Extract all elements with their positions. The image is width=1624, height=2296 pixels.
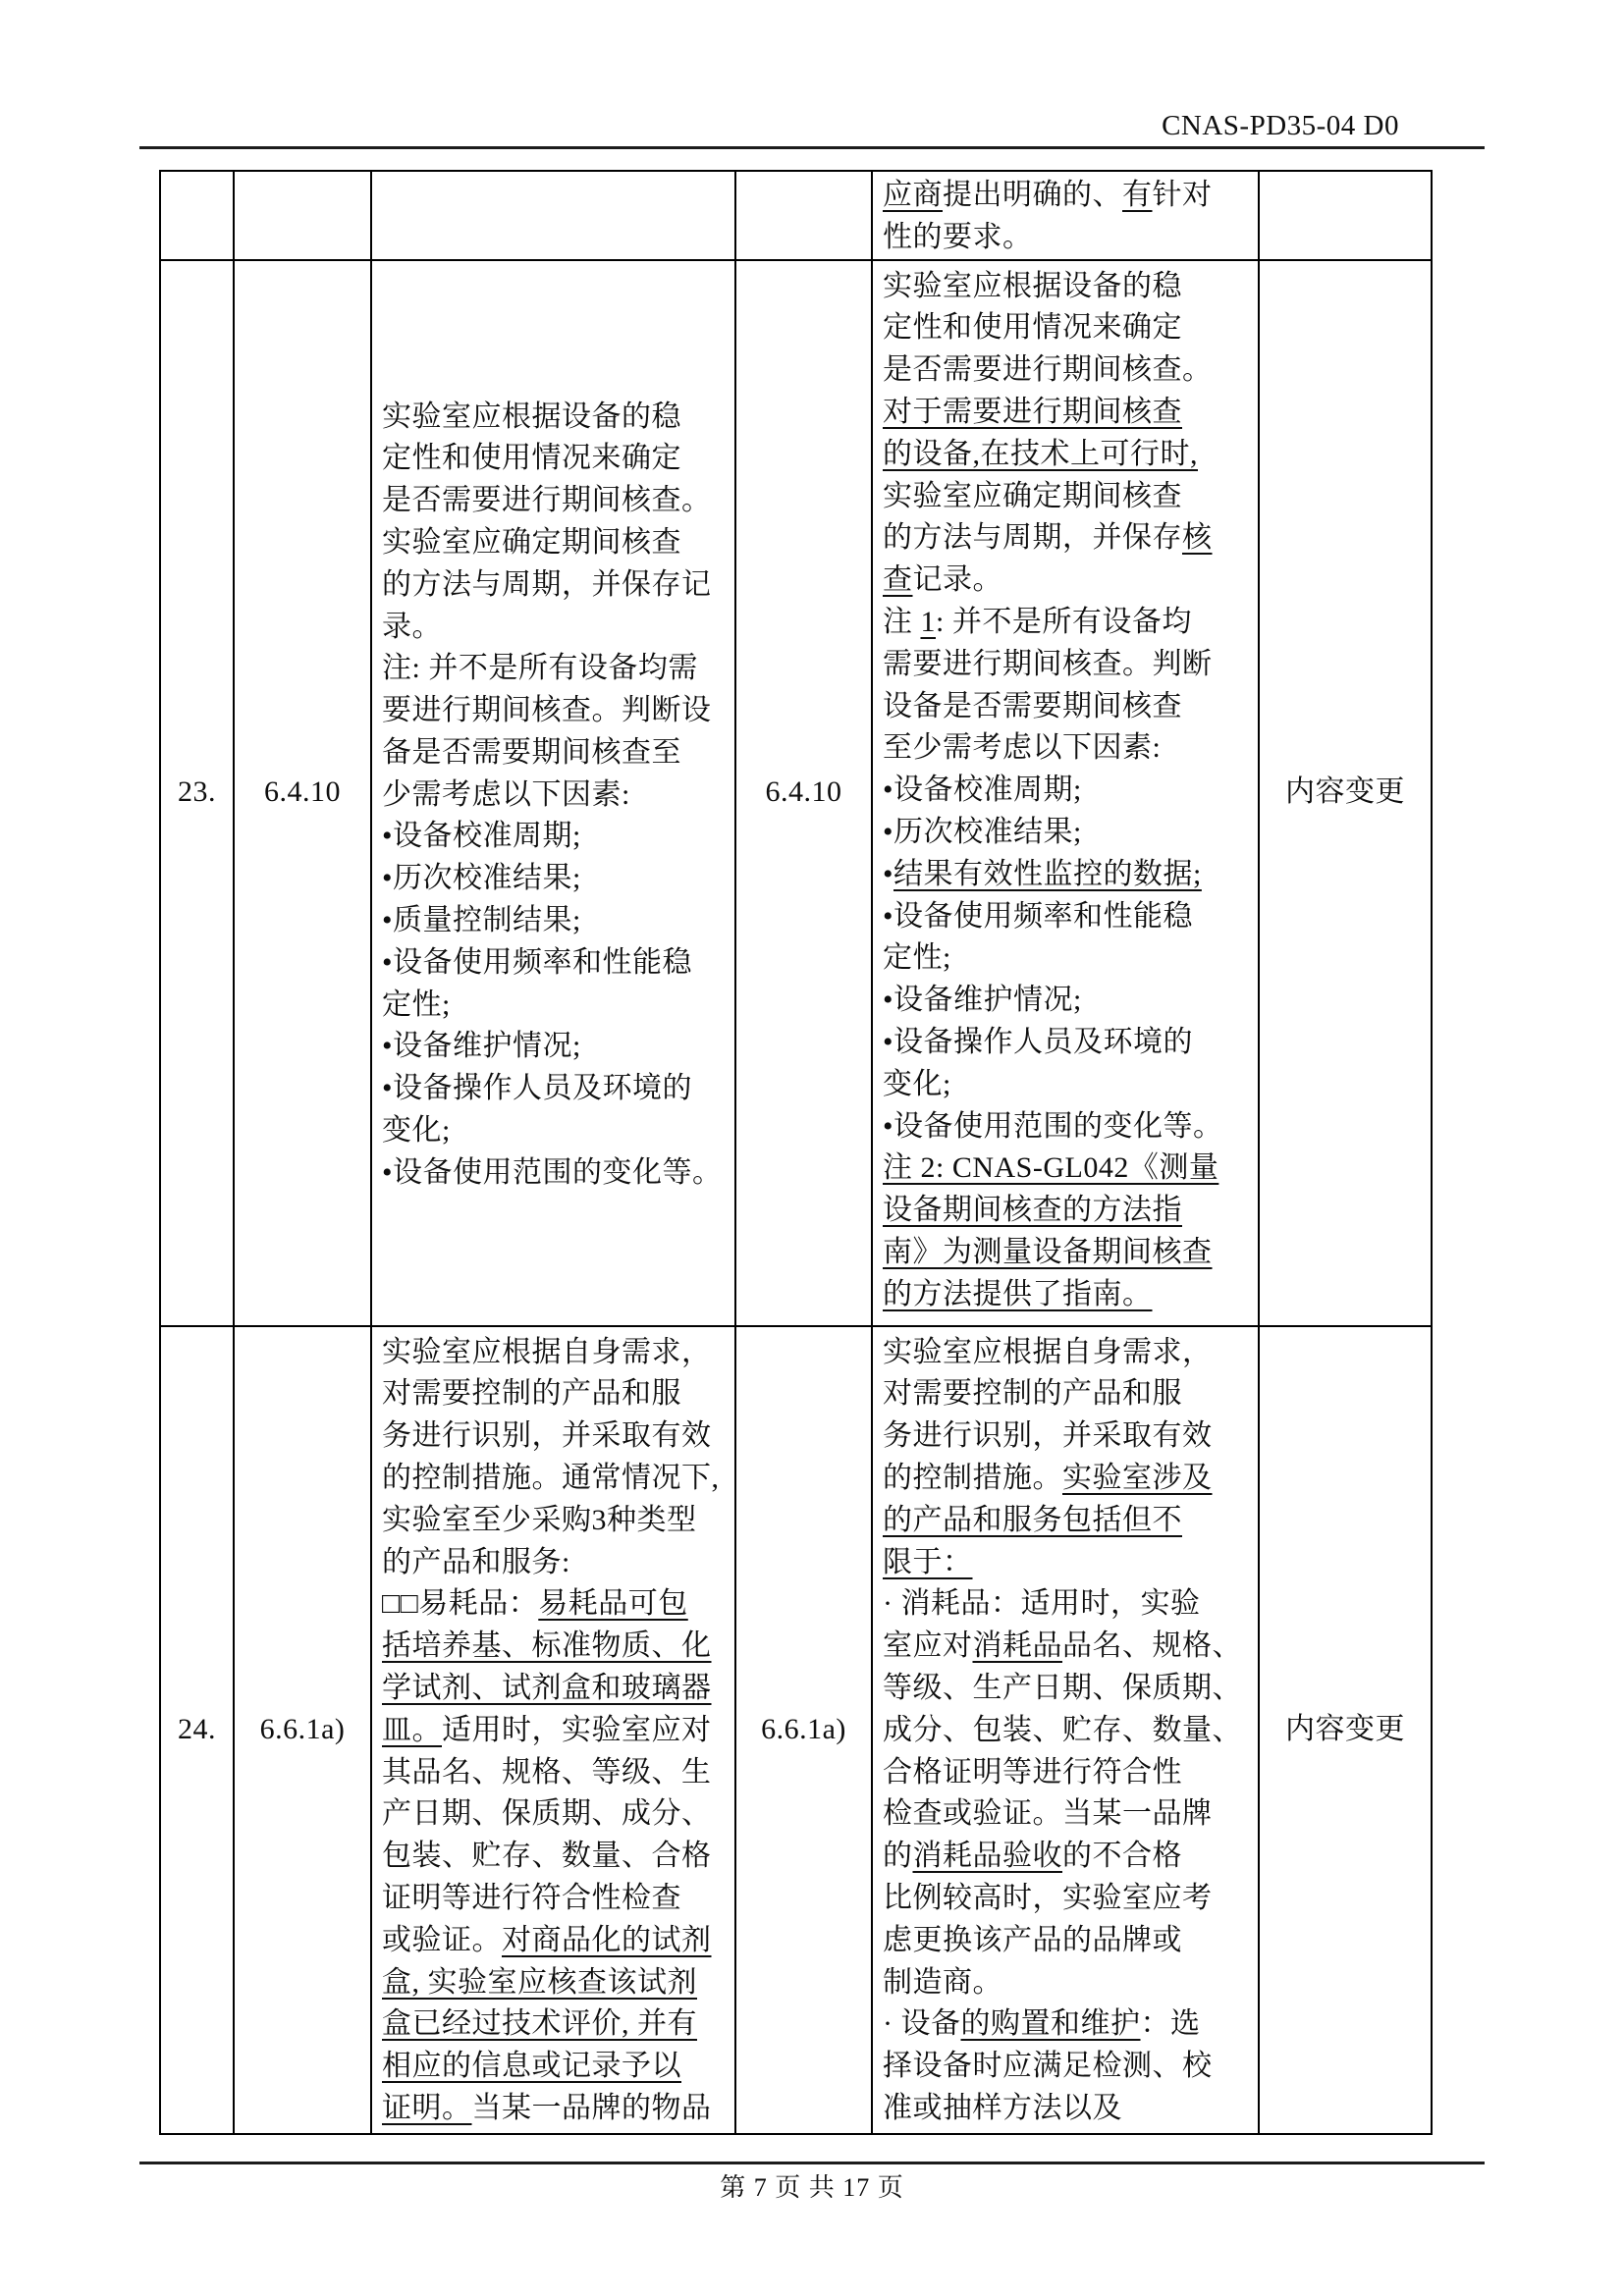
cell-old-clause-23: 6.4.10	[234, 260, 371, 1326]
cell-row-number-23: 23.	[160, 260, 234, 1326]
header-doc-number: CNAS-PD35-04 D0	[1162, 110, 1399, 141]
table-row-24	[160, 1326, 1432, 2134]
cell-new-clause-empty	[735, 171, 872, 260]
cell-change-type-24: 内容变更	[1259, 1326, 1432, 2134]
comparison-table	[159, 170, 1433, 2135]
cell-new-clause-23: 6.4.10	[735, 260, 872, 1326]
old-text-23-lines: 实验室应根据设备的稳 定性和使用情况来确定 是否需要进行期间核查。 实验室应确定期间核查 的方法与周期，并保存记 录。 注: 并不是所有设备均需 要进行期间核查。判断设 备是否需要期间核查至 少需考虑以下因素: •设备校准周期; •历次校准结果; •质量控制结果; •设备使用频率和性能稳 定性; •设备维护情况; •设备操作人员及环境的 变化; •设备使用范围的变化等。	[382, 400, 723, 1189]
header-rule	[139, 146, 1485, 149]
old-text-24-lines: 实验室应根据自身需求， 对需要控制的产品和服 务进行识别，并采取有效 的控制措施。通常情况下, 实验室至少采购3种类型 的产品和服务: □□易耗品：易耗品可包 括培养基、标准物质、化 学试剂、试剂盒和玻璃器 皿。适用时，实验室应对 其品名、规格、等级、生 产日期、保质期、成分、 包装、贮存、数量、合格 证明等进行符合性检查 或验证。对商品化的试剂 盒, 实验室应核查该试剂 盒已经过技术评价, 并有 相应的信息或记录予以 证明。当某一品牌的物品	[382, 1335, 720, 2124]
cell-old-clause-24: 6.6.1a)	[234, 1326, 371, 2134]
cell-row-number-empty	[160, 171, 234, 260]
footer-page-info: 第 7 页 共 17 页	[720, 2173, 904, 2202]
new-text-24-lines: 实验室应根据自身需求， 对需要控制的产品和服 务进行识别，并采取有效 的控制措施。实验室涉及 的产品和服务包括但不 限于： · 消耗品：适用时，实验 室应对消耗品品名、规格、 等级、生产日期、保质期、 成分、包装、贮存、数量、 合格证明等进行符合性 检查或验证。当某一品牌 的消耗品验收的不合格 比例较高时，实验室应考 虑更换该产品的品牌或 制造商。 · 设备的购置和维护：选 择设备时应满足检测、校 准或抽样方法以及	[883, 1335, 1242, 2124]
cell-old-text-empty	[371, 171, 735, 260]
table-row-23	[160, 260, 1432, 1326]
table-row-continuation	[160, 171, 1432, 260]
cell-new-text-24	[872, 1326, 1259, 2134]
cell-change-type-23: 内容变更	[1259, 260, 1432, 1326]
cell-new-text-continuation	[872, 171, 1259, 260]
footer-rule	[139, 2162, 1485, 2164]
cell-old-clause-empty	[234, 171, 371, 260]
cell-old-text-23	[371, 260, 735, 1326]
cell-row-number-24: 24.	[160, 1326, 234, 2134]
cell-new-text-23	[872, 260, 1259, 1326]
new-text-23-lines: 实验室应根据设备的稳 定性和使用情况来确定 是否需要进行期间核查。 对于需要进行期间核查 的设备,在技术上可行时, 实验室应确定期间核查 的方法与周期，并保存核 查记录。 注 1: 并不是所有设备均 需要进行期间核查。判断 设备是否需要期间核查 至少需考虑以下因素: •设备校准周期; •历次校准结果; •结果有效性监控的数据; •设备使用频率和性能稳 定性; •设备维护情况; •设备操作人员及环境的 变化; •设备使用范围的变化等。 注 2: CNAS-GL042《测量 设备期间核查的方法指 南》为测量设备期间核查 的方法提供了指南。	[883, 269, 1223, 1310]
cell-old-text-24	[371, 1326, 735, 2134]
new-text-continuation-lines: 应商提出明确的、有针对 性的要求。	[883, 179, 1213, 253]
cell-change-type-empty	[1259, 171, 1432, 260]
cell-new-clause-24: 6.6.1a)	[735, 1326, 872, 2134]
